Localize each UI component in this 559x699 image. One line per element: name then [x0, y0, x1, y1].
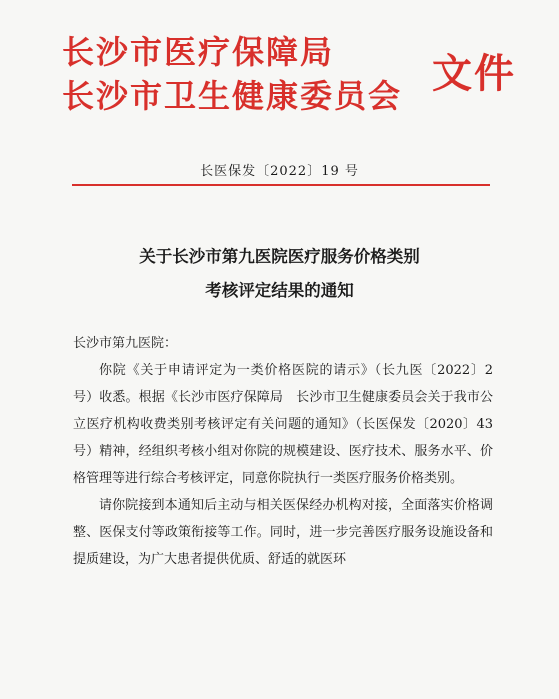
document-number: 长医保发〔2022〕19 号 [200, 164, 359, 179]
title-line-2: 考核评定结果的通知 [205, 281, 354, 300]
org-line-medical-security-bureau: 长沙市医疗保障局 [62, 33, 335, 71]
issuing-organizations [62, 30, 402, 118]
org-line-health-commission: 长沙市卫生健康委员会 [62, 77, 403, 115]
salutation: 长沙市第九医院： [73, 336, 178, 351]
body-paragraph-1: 你院《关于申请评定为一类价格医院的请示》（长九医〔2022〕2 号）收悉。根据《长沙市医疗保障局 长沙市卫生健康委员会关于我市公立医疗机构收费类别考核评定有关问题的通知》（长医保发〔2020〕43 号）精神，经组织考核小组对你院的规模建设、医疗技术、服务水平、价格管理等进行综合考核评定，同意你院执行一类医疗服务价格类别。 [73, 363, 493, 486]
title-line-1: 关于长沙市第九医院医疗服务价格类别 [139, 247, 420, 266]
document-title [0, 240, 559, 308]
document-type-word: 文件 [432, 50, 516, 97]
body-paragraph-2: 请你院接到本通知后主动与相关医保经办机构对接，全面落实价格调整、医保支付等政策衔接等工作。同时，进一步完善医疗服务设施设备和提质建设，为广大患者提供优质、舒适的就医环 [73, 498, 493, 567]
document-body [73, 330, 493, 573]
document-header [62, 30, 542, 125]
red-separator-line [72, 184, 490, 186]
